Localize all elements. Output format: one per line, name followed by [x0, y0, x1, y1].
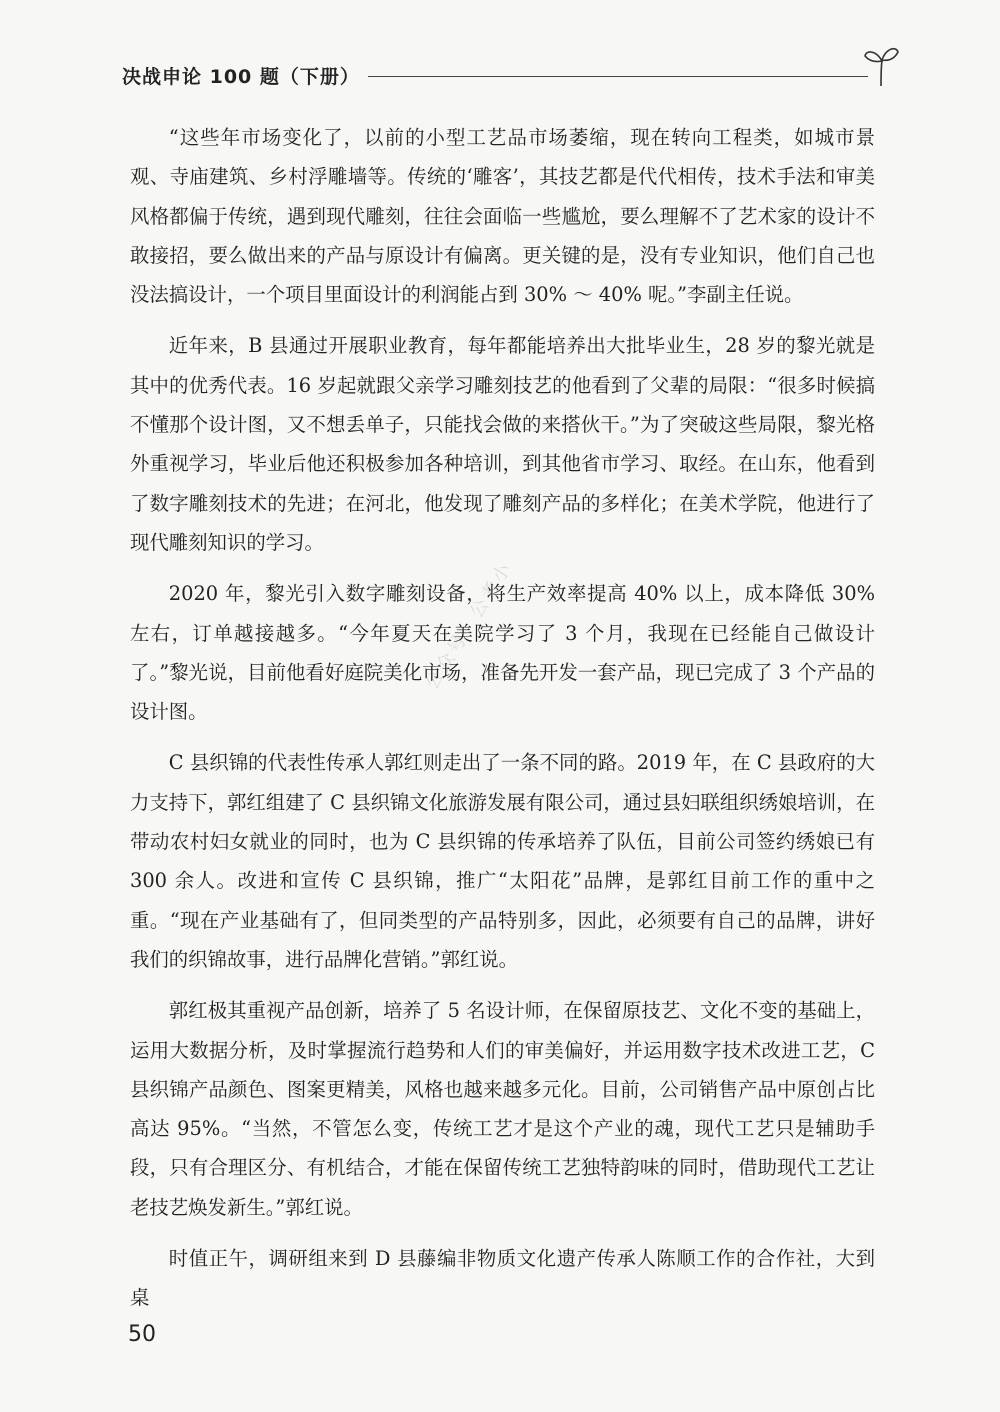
paragraph-1: “这些年市场变化了，以前的小型工艺品市场萎缩，现在转向工程类，如城市景观、寺庙建筑、乡村浮雕墙等。传统的‘雕客’，其技艺都是代代相传，技术手法和审美风格都偏于传统，遇到现代雕刻，往往会面临一些尴尬，要么理解不了艺术家的设计不敢接招，要么做出来的产品与原设计有偏离。更关键的是，没有专业知识，他们自己也没法搞设计，一个项目里面设计的利润能占到 30% ～ 40% 呢。”李副主任说。	[130, 126, 875, 307]
running-header	[122, 56, 892, 96]
sprout-icon	[862, 42, 900, 88]
paragraph-4: C 县织锦的代表性传承人郭红则走出了一条不同的路。2019 年，在 C 县政府的大力支持下，郭红组建了 C 县织锦文化旅游发展有限公司，通过县妇联组织绣娘培训，在带动农村妇女就业的同时，也为 C 县织锦的传承培养了队伍，目前公司签约绣娘已有 300 余人。改进和宣传 C 县织锦，推广“太阳花”品牌，是郭红目前工作的重中之重。“现在产业基础有了，但同类型的产品特别多，因此，必须要有自己的品牌，讲好我们的织锦故事，进行品牌化营销。”郭红说。	[130, 751, 875, 971]
paragraph-5: 郭红极其重视产品创新，培养了 5 名设计师，在保留原技艺、文化不变的基础上，运用大数据分析，及时掌握流行趋势和人们的审美偏好，并运用数字技术改进工艺，C 县织锦产品颜色、图案更精美，风格也越来越多元化。目前，公司销售产品中原创占比高达 95%。“当然，不管怎么变，传统工艺才是这个产业的魂，现代工艺只是辅助手段，只有合理区分、有机结合，才能在保留传统工艺独特韵味的同时，借助现代工艺让老技艺焕发新生。”郭红说。	[130, 999, 875, 1219]
page-number: 50	[128, 1322, 156, 1347]
paragraph-3: 2020 年，黎光引入数字雕刻设备，将生产效率提高 40% 以上，成本降低 30% 左右，订单越接越多。“今年夏天在美院学习了 3 个月，我现在已经能自己做设计了。”黎光说，目前他看好庭院美化市场，准备先开发一套产品，现已完成了 3 个产品的设计图。	[130, 582, 875, 724]
header-rule	[368, 76, 868, 77]
paragraph-2: 近年来，B 县通过开展职业教育，每年都能培养出大批毕业生，28 岁的黎光就是其中的优秀代表。16 岁起就跟父亲学习雕刻技艺的他看到了父辈的局限：“很多时候搞不懂那个设计图，又不想丢单子，只能找会做的来搭伙干。”为了突破这些局限，黎光格外重视学习，毕业后他还积极参加各种培训，到其他省市学习、取经。在山东，他看到了数字雕刻技术的先进；在河北，他发现了雕刻产品的多样化；在美术学院，他进行了现代雕刻知识的学习。	[130, 334, 875, 554]
watermark: 公众号：公考小	[421, 557, 518, 694]
article-body	[130, 118, 875, 1330]
book-title: 决战申论 100 题（下册）	[122, 66, 360, 88]
paragraph-6: 时值正午，调研组来到 D 县藤编非物质文化遗产传承人陈顺工作的合作社，大到桌	[130, 1247, 875, 1310]
